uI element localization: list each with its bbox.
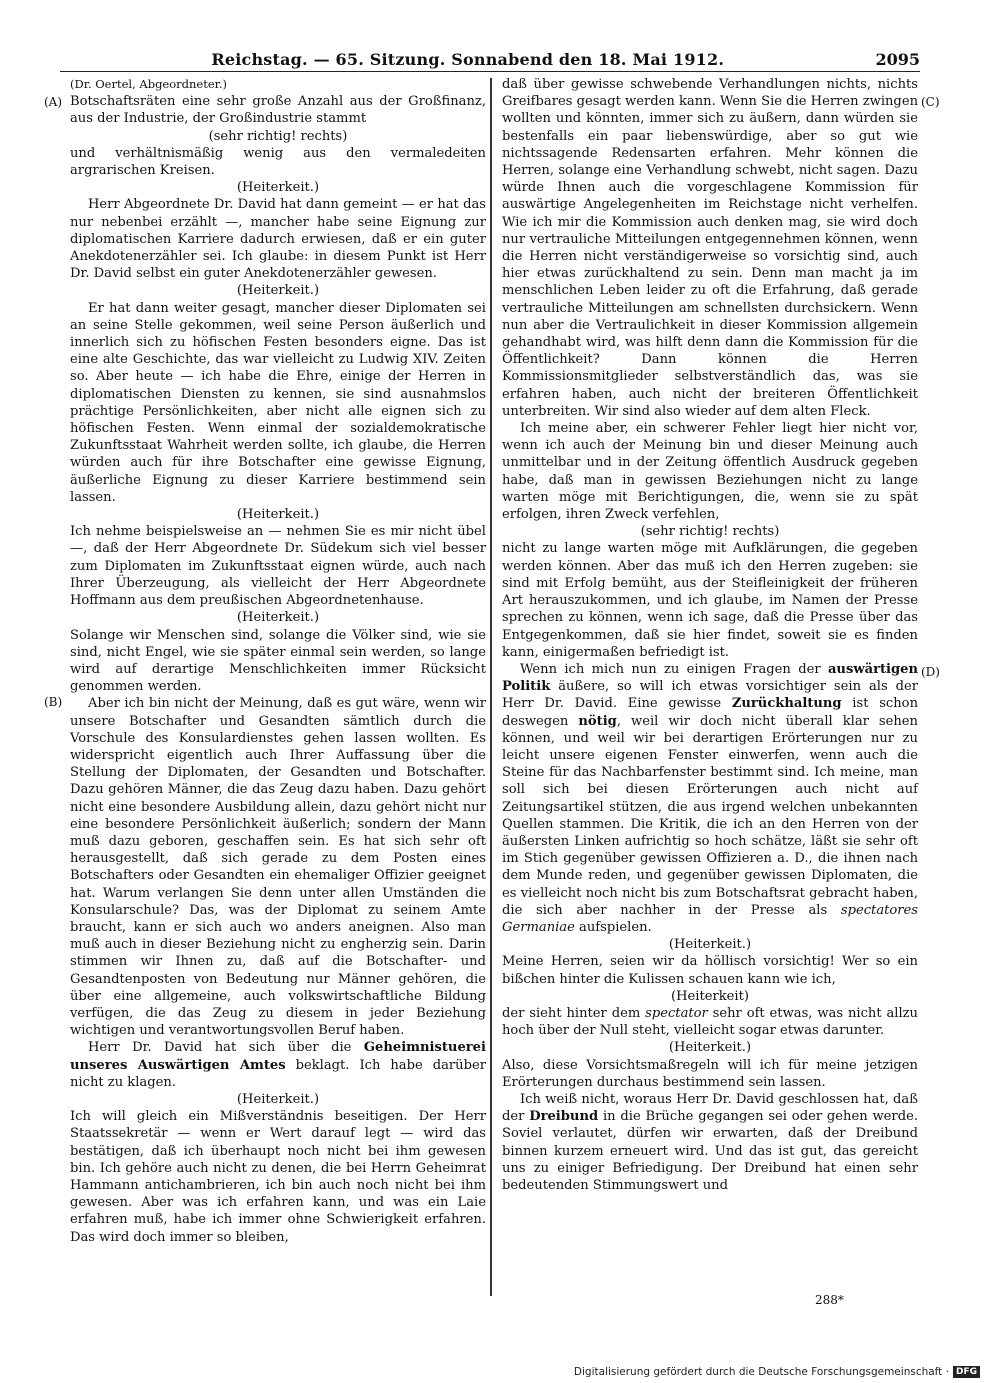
- paragraph-text: Wenn ich mich nun zu einigen Fragen der: [520, 661, 828, 677]
- paragraph: Herr Abgeordnete Dr. David hat dann gemeint — er hat das nur nebenbei erzählt —, mancher habe seine Eignung zur diplomatischen Karriere dadurch erwiesen, daß er ein guter Anekdotenerzähler sei. Ich glaube: in diesem Punkt ist Herr Dr. David selbst ein guter Anekdotenerzähler gewesen.: [70, 197, 486, 282]
- signature-mark: 288*: [815, 1293, 844, 1307]
- paragraph-text: der sieht hinter dem: [502, 1005, 646, 1021]
- paragraph: Botschaftsräten eine sehr große Anzahl aus der Großfinanz, aus der Industrie, der Großindustrie stammt: [70, 94, 486, 127]
- paragraph-text: beklagt. Ich habe darüber nicht zu klagen.: [70, 1057, 486, 1090]
- latin-phrase: spectator: [645, 1005, 708, 1021]
- emphasis-bold: Zurückhaltung: [731, 696, 842, 712]
- emphasis-bold: Geheimnistuerei unseres Auswärtigen Amtes: [70, 1040, 486, 1073]
- paragraph-text: , weil wir doch nicht überall klar sehen können, und weil wir bei derartigen Erörterungen nur zu leicht unsere eigenen Fenster einwerfen, wenn auch die Steine für das Nachbarfenster bestimmt sind. Ich meine, man soll sich bei diesen Erörterungen auch nicht auf Zeitungsartikel stützen, die aus irgend welchen unbekannten Quellen stammen. Die Kritik, die ich an den Herren von der äußersten Linken aufrichtig so hoch schätze, läßt sie sehr oft im Stich gegenüber gewissen Offizieren a. D., die ihnen nach dem Munde reden, und gegenüber gewissen Diplomaten, die es vielleicht noch nicht bis zum Botschaftsrat gebracht haben, die sich aber nachher in der Presse als: [502, 713, 918, 918]
- margin-marker-b: (B): [44, 695, 63, 709]
- paragraph-text: äußere, so will ich etwas vorsichtiger sein als der Herr Dr. David. Eine gewisse: [502, 679, 918, 712]
- paragraph: [502, 1091, 918, 1194]
- paragraph-text: aufspielen.: [574, 919, 652, 935]
- interjection: (Heiterkeit.): [236, 180, 320, 196]
- footer: [574, 1366, 980, 1378]
- left-column: [70, 76, 486, 1246]
- interjection: (Heiterkeit.): [236, 283, 320, 299]
- interjection: (Heiterkeit.): [236, 1091, 320, 1107]
- interjection: (Heiterkeit): [671, 988, 749, 1004]
- interjection: (Heiterkeit.): [236, 610, 320, 626]
- dfg-logo: DFG: [953, 1366, 980, 1378]
- paragraph: Er hat dann weiter gesagt, mancher dieser Diplomaten sei an seine Stelle gekommen, weil seine Person äußerlich und innerlich sich zu höfischen Festen besonders eigne. Das ist eine alte Geschichte, das war vielleicht zu Ludwig XIV. Zeiten so. Aber heute — ich habe die Ehre, einige der Herren in diplomatischen Diensten zu kennen, sie sind ausnahmslos prächtige Persönlichkeiten, aber nicht alle eignen sich zu höfischen Festen. Wenn einmal der sozialdemokratische Zukunftsstaat Wahrheit werden sollte, ich glaube, die Herren würden auch für ihre Botschafter eine gewisse Eignung, äußerliche Eignung zu dieser Karriere bestimmend sein lassen.: [70, 300, 486, 505]
- paragraph: [70, 1039, 486, 1091]
- paragraph-text: Herr Dr. David hat sich über die: [88, 1040, 364, 1056]
- paragraph: Also, diese Vorsichtsmaßregeln will ich für meine jetzigen Erörterungen durchaus bestimmend sein lassen.: [502, 1057, 918, 1090]
- margin-marker-c: (C): [921, 95, 940, 109]
- paragraph-text: sehr oft etwas, was nicht allzu hoch über der Null steht, vielleicht sogar etwas darunter.: [502, 1005, 918, 1039]
- emphasis-bold: auswärtigen Politik: [502, 661, 918, 695]
- right-column: [502, 76, 918, 1194]
- interjection: (sehr richtig! rechts): [640, 524, 780, 540]
- interjection: (Heiterkeit.): [236, 507, 320, 523]
- margin-marker-d: (D): [921, 665, 940, 679]
- paragraph: Ich meine aber, ein schwerer Fehler liegt hier nicht vor, wenn ich auch der Meinung bin und dieser Meinung auch unmittelbar und in der Zeitung öffentlich Ausdruck gegeben habe, daß man in gewissen Beziehungen nicht zu lange warten möge mit Berichtigungen, die, wenn sie zu spät erfolgen, ihren Zweck verfehlen,: [502, 421, 918, 523]
- paragraph: Aber ich bin nicht der Meinung, daß es gut wäre, wenn wir unsere Botschafter und Gesandten sämtlich durch die Vorschule des Konsulardienstes gehen lassen wollten. Es widerspricht eigentlich auch Ihrer Auffassung über die Stellung der Diplomaten, der Gesandten und Botschafter. Dazu gehören Männer, die das Zeug dazu haben. Dazu gehört nicht eine besondere Ausbildung allein, dazu gehört nicht nur eine besondere Persönlichkeit äußerlich; sondern der Mann muß dazu geboren, geschaffen sein. Es hat sich sehr oft herausgestellt, daß sich gerade zu dem Posten eines Botschafters oder Gesandten ein ehemaliger Offizier geeignet hat. Warum verlangen Sie denn unter allen Umständen die Konsularschule? Das, was der Diplomat zu seinem Amte braucht, kann er sich auch wo anders aneignen. Also man muß auch in dieser Beziehung nicht zu engherzig sein. Darin stimmen wir Ihnen zu, daß auf die Botschafter- und Gesandtenposten von Bedeutung nur Männer gehören, die über eine allgemeine, auch volkswirtschaftliche Bildung verfügen, die das Zeug zu diesem in jeder Beziehung wichtigen und verantwortungsvollen Beruf haben.: [70, 696, 486, 1039]
- interjection: (Heiterkeit.): [668, 1040, 752, 1056]
- paragraph: [502, 661, 918, 936]
- column-divider: [490, 78, 492, 1296]
- paragraph-text: Ich weiß nicht, woraus Herr Dr. David geschlossen hat, daß der: [502, 1091, 918, 1125]
- footer-text: Digitalisierung gefördert durch die Deutsche Forschungsgemeinschaft ·: [573, 1366, 949, 1378]
- running-head: Reichstag. — 65. Sitzung. Sonnabend den 18. Mai 1912.: [211, 50, 725, 69]
- paragraph: Solange wir Menschen sind, solange die Völker sind, wie sie sind, nicht Engel, wie sie später einmal sein werden, so lange wird auf derartige Menschlichkeiten immer Rücksicht genommen werden.: [70, 627, 486, 695]
- paragraph: und verhältnismäßig wenig aus den vermaledeiten argrarischen Kreisen.: [70, 145, 486, 179]
- interjection: (Heiterkeit.): [668, 937, 752, 953]
- page-header: [60, 44, 920, 72]
- emphasis-bold: nötig: [578, 713, 617, 729]
- interjection: (sehr richtig! rechts): [208, 128, 348, 144]
- latin-phrase: spectatores Germaniae: [502, 902, 918, 935]
- margin-marker-a: (A): [44, 95, 63, 109]
- emphasis-bold: Dreibund: [529, 1109, 599, 1125]
- paragraph: Meine Herren, seien wir da höllisch vorsichtig! Wer so ein bißchen hinter die Kulissen schauen kann wie ich,: [502, 954, 918, 987]
- paragraph-text: in die Brüche gegangen sei oder gehen werde. Soviel verlautet, dürfen wir erwarten, daß der Dreibund binnen kurzem erneuert wird. Und das ist gut, das gereicht uns zu einiger Befriedigung. Der Dreibund hat einen sehr bedeutenden Stimmungswert und: [502, 1109, 918, 1193]
- paragraph: [502, 1005, 918, 1039]
- paragraph: Ich nehme beispielsweise an — nehmen Sie es mir nicht übel —, daß der Herr Abgeordnete Dr. Südekum sich viel besser zum Diplomaten im Zukunftsstaat eignen würde, auch nach Ihrer Überzeugung, als vielleicht der Herr Abgeordnete Hoffmann aus dem preußischen Abgeordnetenhause.: [70, 524, 486, 609]
- speaker-note: (Dr. Oertel, Abgeordneter.): [70, 77, 228, 91]
- paragraph-text: ist schon deswegen: [502, 696, 918, 729]
- paragraph: daß über gewisse schwebende Verhandlungen nichts, nichts Greifbares gesagt werden kann. Wenn Sie die Herren zwingen wollten und könnten, immer sich zu äußern, dann würden sie bestenfalls ein paar liebenswürdige, aber so gut wie nichtssagende Redensarten erfahren. Mehr können die Herren, solange eine Verhandlung schwebt, nicht sagen. Dazu würde Ihnen auch die vorgeschlagene Kommission für auswärtige Angelegenheiten im Reichstage nicht verhelfen. Wie ich mir die Kommission auch denken mag, sie wird doch nur vertrauliche Mitteilungen entgegennehmen können, wenn die Herren nicht verständigerweise so vorsichtig sind, auch hier etwas zurückhaltend zu sein. Denn man macht ja im menschlichen Leben leider zu oft die Erfahrung, daß gerade vertrauliche Mitteilungen am schnellsten durchsickern. Wenn nun aber die Vertraulichkeit in dieser Kommission allgemein gehandhabt wird, was hilft denn dann die Kommission für die Öffentlichkeit? Dann können die Herren Kommissionsmitglieder selbstverständlich das, was sie erfahren haben, auch nicht der breiteren Öffentlichkeit unterbreiten. Wir sind also wieder auf dem alten Fleck.: [502, 77, 918, 419]
- page-number: 2095: [875, 50, 920, 69]
- paragraph: Ich will gleich ein Mißverständnis beseitigen. Der Herr Staatssekretär — wenn er Wert darauf legt — wird das bestätigen, daß ich überhaupt noch nicht bei ihm gewesen bin. Ich gehöre auch nicht zu denen, die bei Herrn Geheimrat Hammann antichambrieren, ich bin auch noch nicht bei ihm gewesen. Aber was ich erfahren kann, und was ein Laie erfahren muß, habe ich immer ohne Schwierigkeit erfahren. Das wird doch immer so bleiben,: [70, 1109, 486, 1245]
- paragraph: nicht zu lange warten möge mit Aufklärungen, die gegeben werden können. Aber das muß ich den Herren zugeben: sie sind mit Erfolg bemüht, aus der Steifleinigkeit der früheren Art herauszukommen, und ich glaube, im Namen der Presse sprechen zu können, wenn ich sage, daß die Presse über das Entgegenkommen, daß sie hier findet, soweit sie es finden kann, einigermaßen befriedigt ist.: [502, 541, 918, 660]
